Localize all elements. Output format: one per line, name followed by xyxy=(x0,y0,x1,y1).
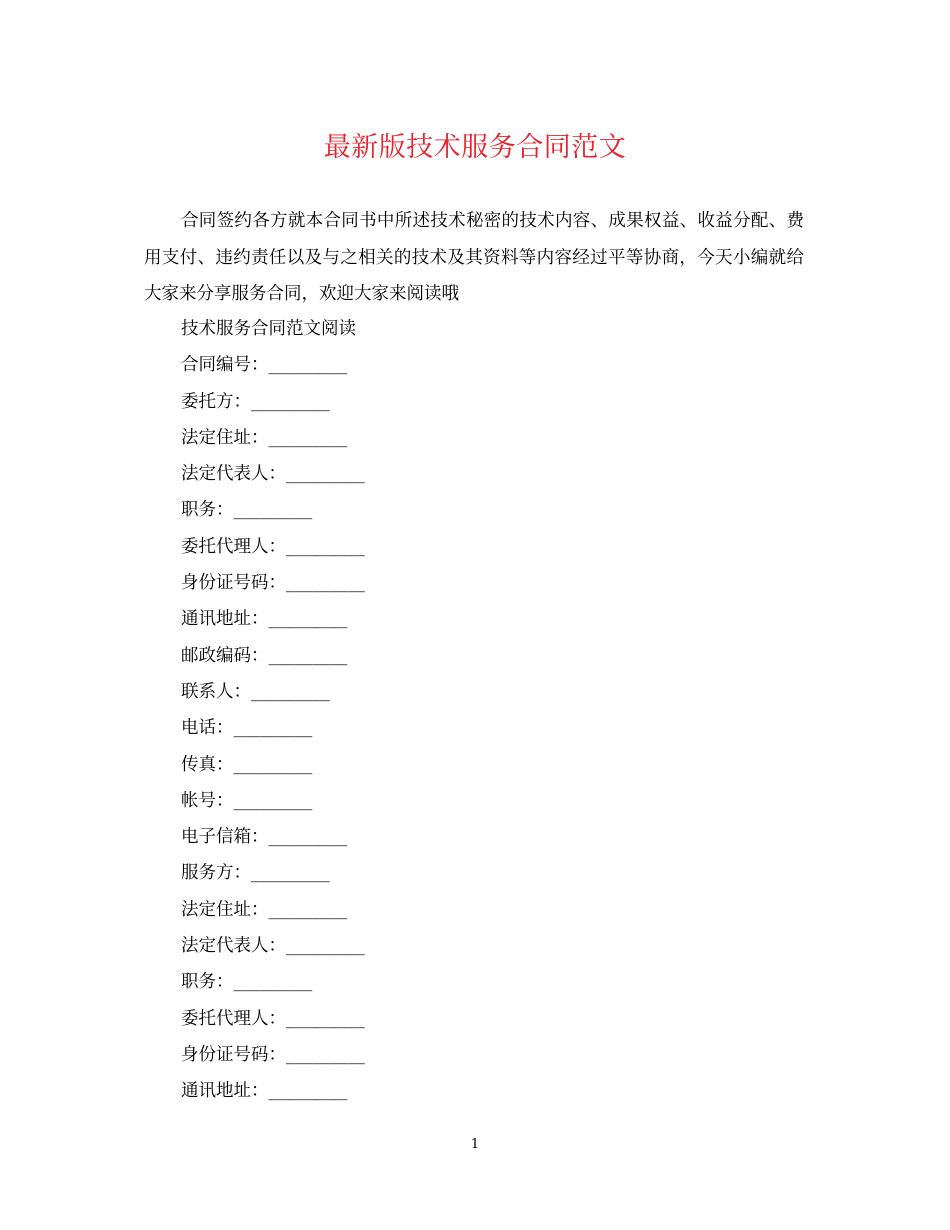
field-blank: _________ xyxy=(251,681,330,702)
field-label: 通讯地址： xyxy=(181,609,269,630)
field-client-contact xyxy=(181,674,365,710)
field-label: 合同编号： xyxy=(181,355,269,376)
field-client-agent xyxy=(181,529,365,565)
field-client-account xyxy=(181,783,365,819)
field-blank: _________ xyxy=(286,936,365,957)
field-provider xyxy=(181,855,365,891)
field-label: 职务： xyxy=(181,500,234,521)
field-provider-legal-rep xyxy=(181,928,365,964)
field-label: 委托方： xyxy=(181,391,251,412)
field-blank: _________ xyxy=(233,500,313,521)
field-blank: _________ xyxy=(286,1008,365,1029)
field-label: 身份证号码： xyxy=(181,573,286,594)
field-provider-id-number xyxy=(181,1037,365,1073)
field-label: 职务： xyxy=(181,972,234,993)
field-blank: _________ xyxy=(268,645,348,666)
field-blank: _________ xyxy=(268,827,348,848)
field-blank: _________ xyxy=(268,355,348,376)
intro-paragraph: 合同签约各方就本合同书中所述技术秘密的技术内容、成果权益、收益分配、费用支付、违约责任以及与之相关的技术及其资料等内容经过平等协商，今天小编就给大家来分享服务合同，欢迎大家来阅读哦 xyxy=(144,211,804,304)
field-label: 法定代表人： xyxy=(181,464,286,485)
field-blank: _________ xyxy=(286,536,365,557)
field-blank: _________ xyxy=(233,754,313,775)
field-label: 电话： xyxy=(181,718,234,739)
field-blank: _________ xyxy=(251,863,330,884)
page-number: 1 xyxy=(470,1137,480,1152)
field-blank: _________ xyxy=(251,391,330,412)
field-blank: _________ xyxy=(233,718,313,739)
field-label: 法定住址： xyxy=(181,899,269,920)
field-blank: _________ xyxy=(233,972,313,993)
field-provider-address xyxy=(181,892,365,928)
field-label: 委托代理人： xyxy=(181,1008,286,1029)
field-blank: _________ xyxy=(286,573,365,594)
field-label: 身份证号码： xyxy=(181,1044,286,1065)
field-provider-position xyxy=(181,964,365,1000)
field-provider-mailing-address xyxy=(181,1073,365,1109)
document-title: 最新版技术服务合同范文 xyxy=(323,132,627,163)
field-client-id-number xyxy=(181,565,365,601)
field-blank: _________ xyxy=(268,1081,348,1102)
field-client-position xyxy=(181,492,365,528)
field-blank: _________ xyxy=(268,899,348,920)
field-client-legal-rep xyxy=(181,456,365,492)
field-client-address xyxy=(181,420,365,456)
field-label: 帐号： xyxy=(181,790,234,811)
field-client-phone xyxy=(181,710,365,746)
field-label: 法定代表人： xyxy=(181,936,286,957)
field-blank: _________ xyxy=(268,427,348,448)
field-blank: _________ xyxy=(233,790,313,811)
field-client-mailing-address xyxy=(181,601,365,637)
field-label: 联系人： xyxy=(181,681,251,702)
contract-field-list xyxy=(181,311,365,1110)
field-label: 通讯地址： xyxy=(181,1081,269,1102)
field-provider-agent xyxy=(181,1001,365,1037)
field-client xyxy=(181,384,365,420)
field-label: 委托代理人： xyxy=(181,536,286,557)
field-label: 传真： xyxy=(181,754,234,775)
field-label: 邮政编码： xyxy=(181,645,269,666)
field-label: 电子信箱： xyxy=(181,827,269,848)
field-blank: _________ xyxy=(286,464,365,485)
field-client-fax xyxy=(181,747,365,783)
field-blank: _________ xyxy=(268,609,348,630)
field-client-postcode xyxy=(181,638,365,674)
field-label: 服务方： xyxy=(181,863,251,884)
field-client-email xyxy=(181,819,365,855)
section-heading: 技术服务合同范文阅读 xyxy=(181,319,356,339)
field-label: 法定住址： xyxy=(181,427,269,448)
field-blank: _________ xyxy=(286,1044,365,1065)
field-contract-number xyxy=(181,347,365,383)
